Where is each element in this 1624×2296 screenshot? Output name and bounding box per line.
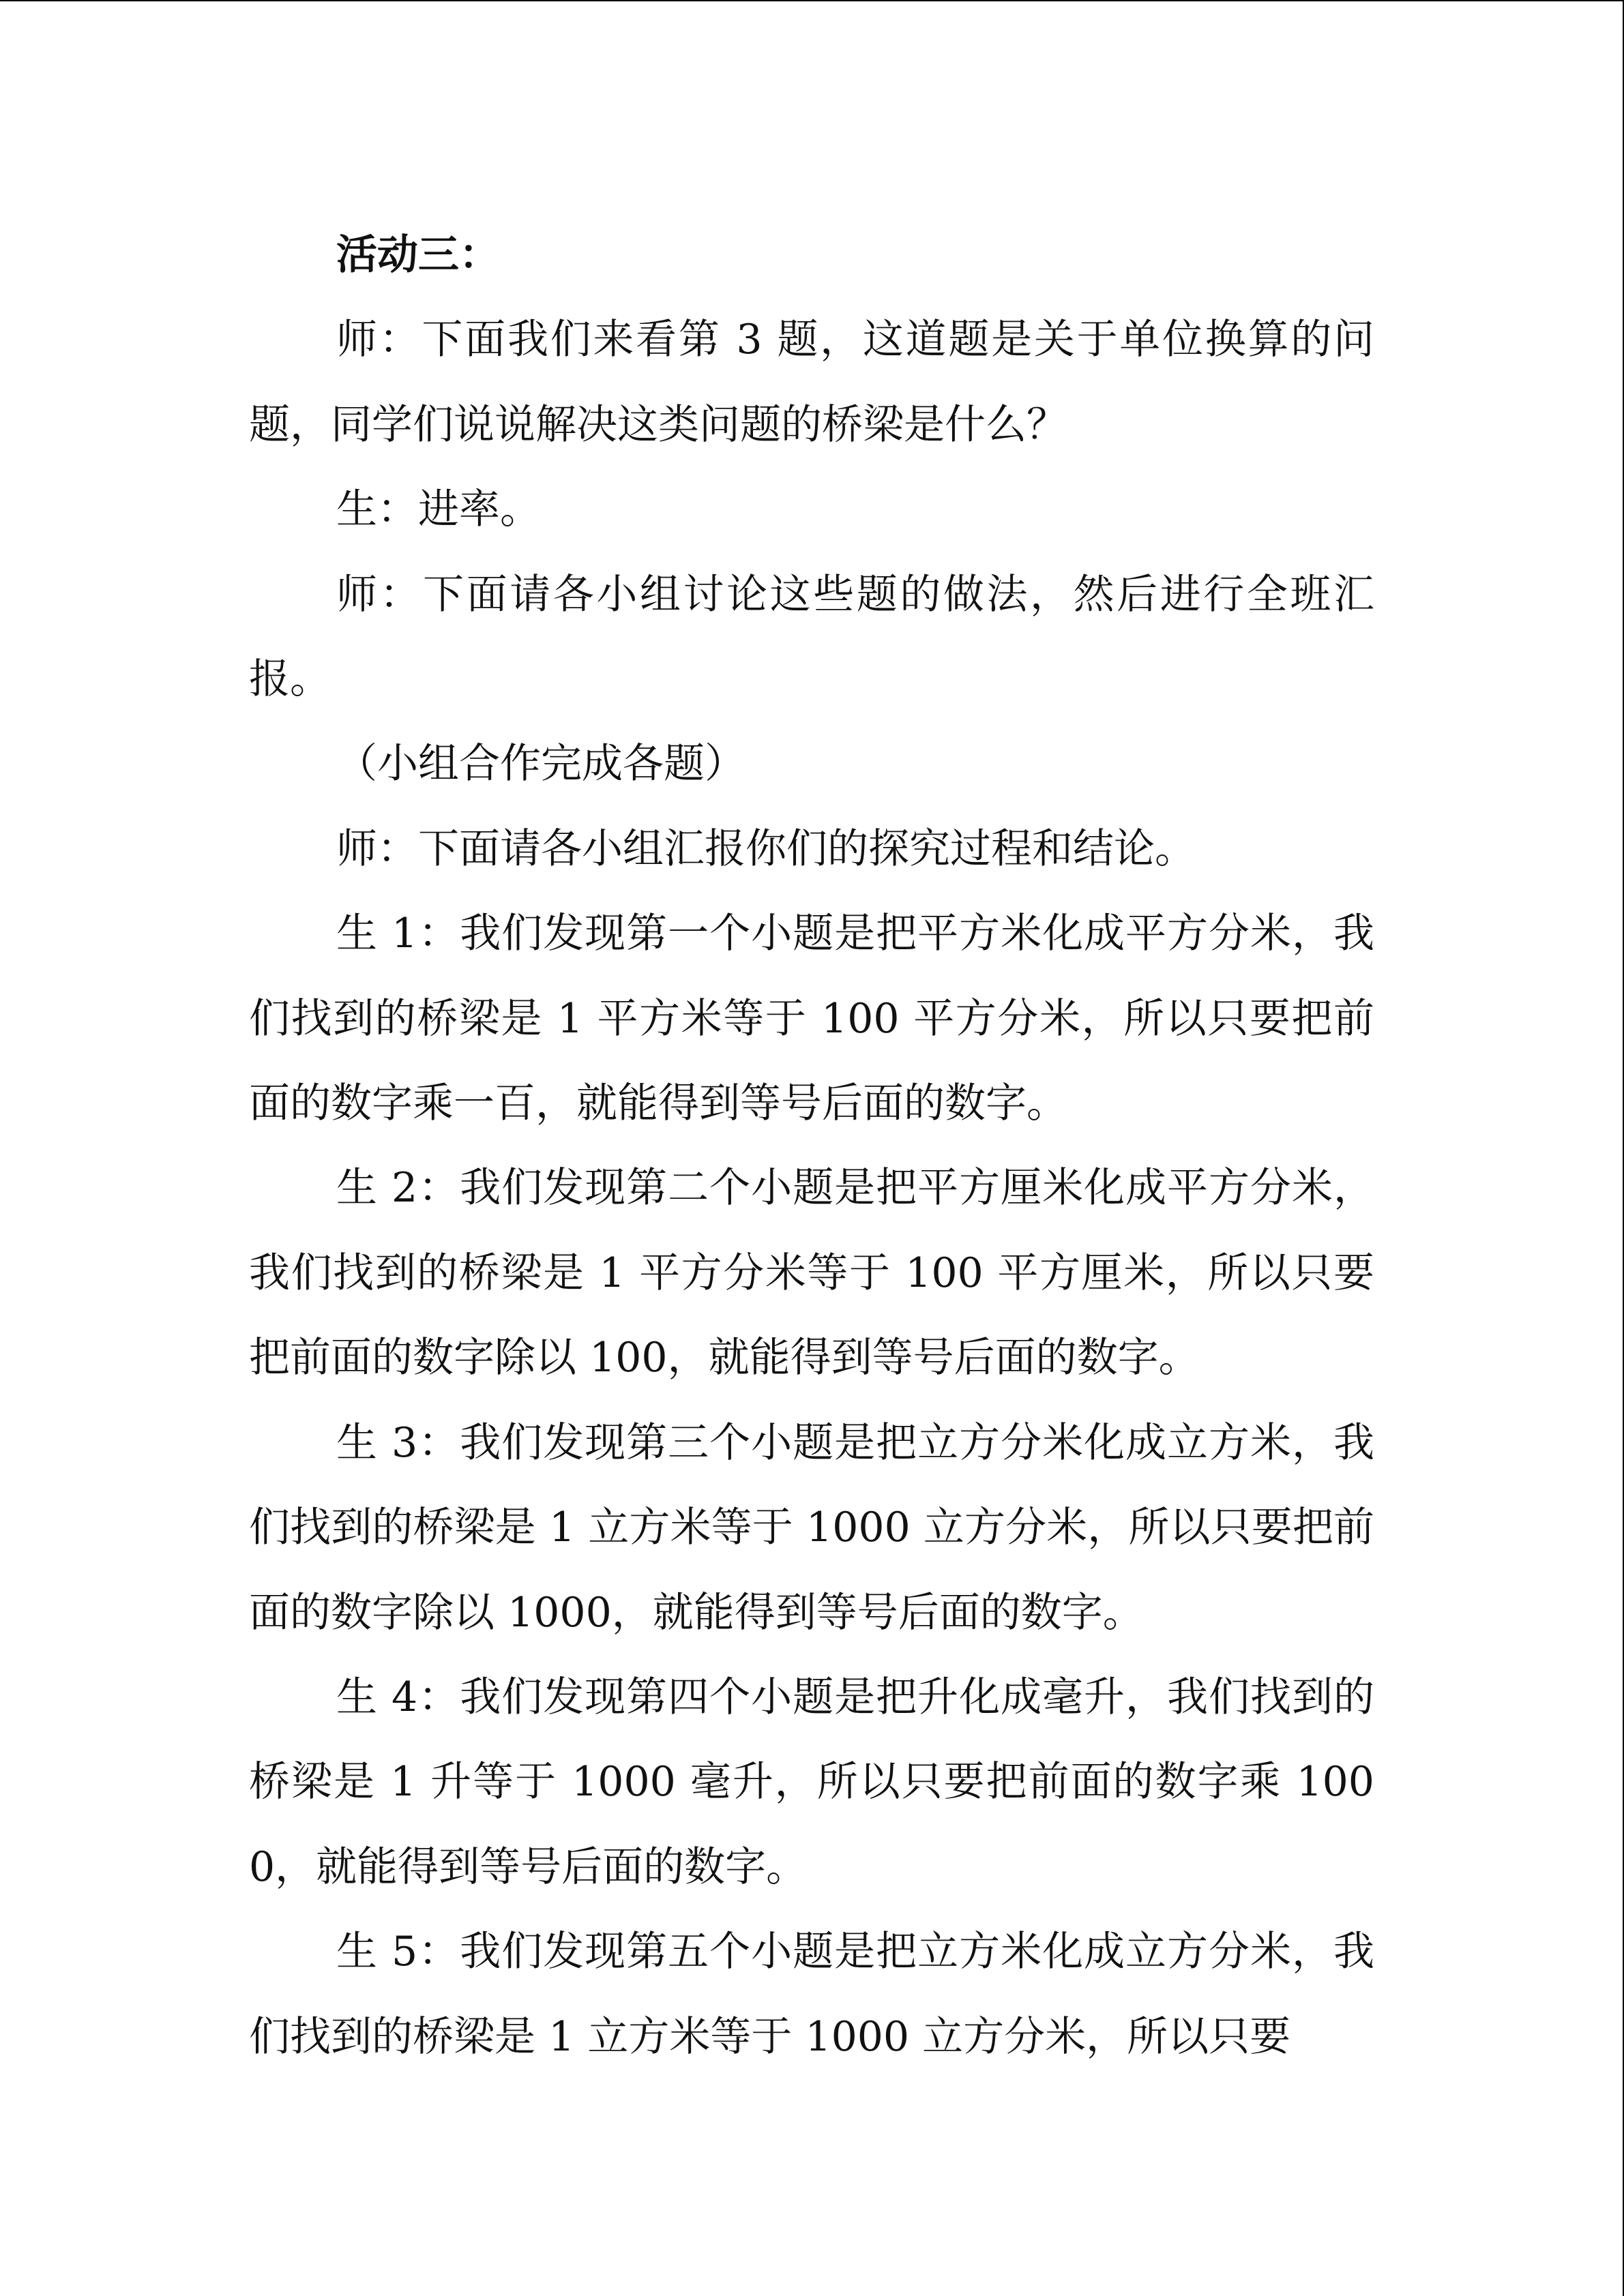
paragraph-student-answer: 生：进率。 [336, 486, 541, 534]
paragraph-group-note: （小组合作完成各题） [336, 740, 745, 788]
paragraph-student-1: 生 1：我们发现第一个小题是把平方米化成平方分米，我们找到的桥梁是 1 平方米等于 100 平方分米，所以只要把前面的数字乘一百，就能得到等号后面的数字。 [249, 910, 1374, 1128]
document-body [249, 213, 1374, 2079]
section-heading: 活动三： [336, 231, 500, 279]
paragraph-student-2: 生 2：我们发现第二个小题是把平方厘米化成平方分米，我们找到的桥梁是 1 平方分米等于 100 平方厘米，所以只要把前面的数字除以 100，就能得到等号后面的数字。 [249, 1164, 1374, 1382]
paragraph-teacher-discussion: 师：下面请各小组讨论这些题的做法，然后进行全班汇报。 [249, 570, 1374, 704]
paragraph-student-3: 生 3：我们发现第三个小题是把立方分米化成立方米，我们找到的桥梁是 1 立方米等于 1000 立方分米，所以只要把前面的数字除以 1000，就能得到等号后面的数字。 [249, 1418, 1374, 1637]
paragraph-teacher-question: 师：下面我们来看第 3 题，这道题是关于单位换算的问题，同学们说说解决这类问题的桥梁是什么？ [249, 316, 1374, 449]
paragraph-teacher-report: 师：下面请各小组汇报你们的探究过程和结论。 [336, 824, 1196, 873]
paragraph-student-5: 生 5：我们发现第五个小题是把立方米化成立方分米，我们找到的桥梁是 1 立方米等于 1000 立方分米，所以只要 [249, 1928, 1374, 2061]
paragraph-student-4: 生 4：我们发现第四个小题是把升化成毫升，我们找到的桥梁是 1 升等于 1000 毫升，所以只要把前面的数字乘 1000，就能得到等号后面的数字。 [249, 1673, 1374, 1891]
